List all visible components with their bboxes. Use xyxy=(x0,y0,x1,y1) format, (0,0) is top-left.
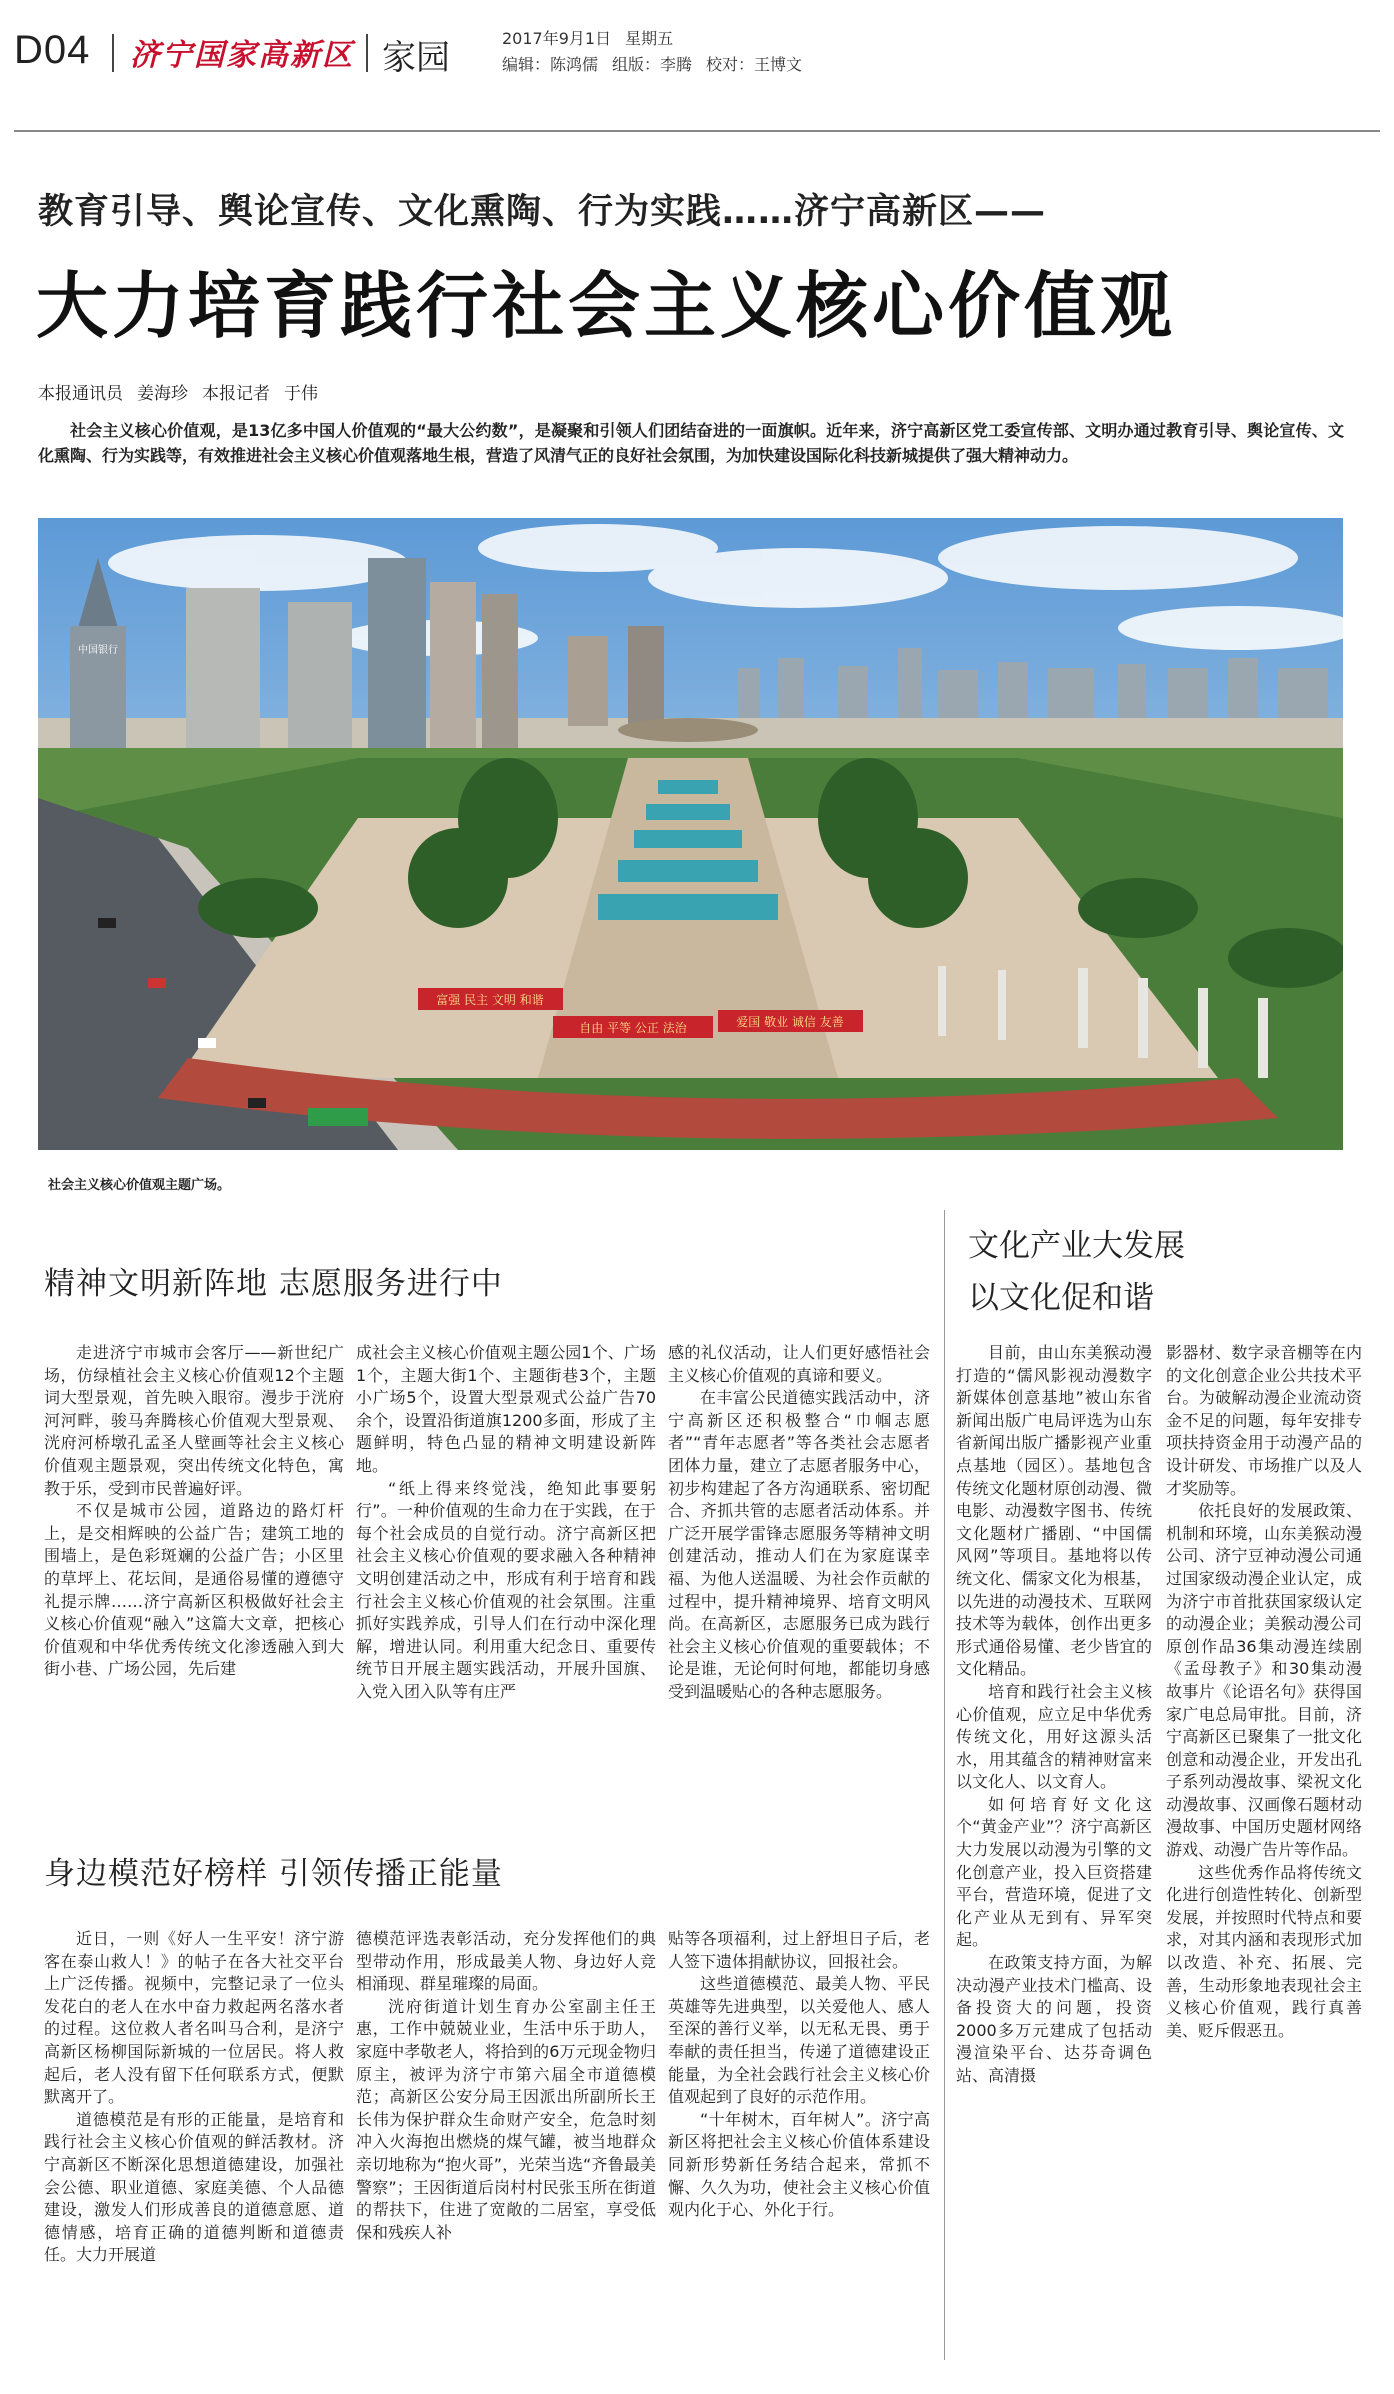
paragraph: 贴等各项福利，过上舒坦日子后，老人签下遗体捐献协议，回报社会。 xyxy=(668,1929,930,1971)
byline-part: 本报记者 xyxy=(202,384,270,404)
paragraph: 这些道德模范、最美人物、平民英雄等先进典型，以关爱他人、感人至深的善行义举，以无私无畏、勇于奉献的责任担当，传递了道德建设正能量，为全社会践行社会主义核心价值观起到了良好的示范作用。 xyxy=(668,1974,930,2107)
paragraph: 德模范评选表彰活动，充分发挥他们的典型带动作用，形成最美人物、身边好人竞相涌现、群星璀璨的局面。 xyxy=(356,1929,656,1994)
paragraph: 在丰富公民道德实践活动中，济宁高新区还积极整合“巾帼志愿者”“青年志愿者”等各类社会志愿者团体力量，建立了志愿者服务中心，初步构建起了各方沟通联系、密切配合、齐抓共管的志愿者活动体系。并广泛开展学雷锋志愿服务等精神文明创建活动，推动人们在为家庭谋幸福、为他人送温暖、为社会作贡献的过程中，提升精神境界、培育文明风尚。在高新区，志愿服务已成为践行社会主义核心价值观的重要载体；不论是谁，无论何时何地，都能切身感受到温暖贴心的各种志愿服务。 xyxy=(668,1388,930,1701)
section1-column-2 xyxy=(356,1342,656,1704)
building-sign: 中国银行 xyxy=(78,645,118,656)
article-lead: 社会主义核心价值观，是13亿多中国人价值观的“最大公约数”，是凝聚和引领人们团结奋进的一面旗帜。近年来，济宁高新区党工委宣传部、文明办通过教育引导、舆论宣传、文化熏陶、行为实践等，有效推进社会主义核心价值观落地生根，营造了风清气正的良好社会氛围，为加快建设国际化科技新城提供了强大精神动力。 xyxy=(38,421,1344,465)
section3-heading xyxy=(968,1220,1185,1324)
square-photo-illustration xyxy=(38,518,1343,1150)
masthead-rule xyxy=(14,130,1380,132)
value-sign: 富强 民主 文明 和谐 xyxy=(436,993,544,1007)
value-sign: 爱国 敬业 诚信 友善 xyxy=(736,1015,844,1029)
proof-credit: 校对：王博文 xyxy=(706,55,803,74)
layout-credit: 组版：李腾 xyxy=(612,55,693,74)
paragraph: 如何培育好文化这个“黄金产业”？济宁高新区大力发展以动漫为引擎的文化创意产业，投入巨资搭建平台，营造环境，促进了文化产业从无到有、异军突起。 xyxy=(956,1794,1152,1950)
masthead-divider xyxy=(366,34,368,72)
section3-column-1 xyxy=(956,1342,1152,2088)
paragraph: “十年树木，百年树人”。济宁高新区将把社会主义核心价值体系建设同新形势新任务结合起来，常抓不懈、久久为功，使社会主义核心价值观内化于心、外化于行。 xyxy=(668,2109,930,2220)
paragraph: “纸上得来终觉浅，绝知此事要躬行”。一种价值观的生命力在于实践，在于每个社会成员的自觉行动。济宁高新区把社会主义核心价值观的要求融入各种精神文明创建活动之中，形成有利于培育和践行社会主义核心价值观的社会氛围。注重抓好实践养成，引导人们在行动中深化理解，增进认同。利用重大纪念日、重要传统节日开展主题实践活动，开展升国旗、入党入团入队等有庄严 xyxy=(356,1478,656,1701)
paragraph: 依托良好的发展政策、机制和环境，山东美猴动漫公司、济宁豆神动漫公司通过国家级动漫企业认定，成为济宁市首批获国家级认定的动漫企业；美猴动漫公司原创作品36集动漫连续剧《孟母教子》和30集动漫故事片《论语名句》获得国家广电总局审批。目前，济宁高新区已聚集了一批文化创意和动漫企业，开发出孔子系列动漫故事、梁祝文化动漫故事、汉画像石题材动漫故事、中国历史题材网络游戏、动漫广告片等作品。 xyxy=(1166,1501,1362,1860)
byline-part: 于伟 xyxy=(284,384,318,404)
issue-meta xyxy=(502,26,802,78)
section-name: 家园 xyxy=(382,38,450,78)
editor-credit: 编辑：陈鸿儒 xyxy=(502,55,599,74)
byline-part: 姜海珍 xyxy=(137,384,188,404)
column-divider xyxy=(944,1210,945,2360)
value-sign: 自由 平等 公正 法治 xyxy=(579,1021,687,1035)
newspaper-brand: 济宁国家高新区 xyxy=(130,38,354,73)
paragraph: 走进济宁市城市会客厅——新世纪广场，仿绿植社会主义核心价值观12个主题词大型景观，首先映入眼帘。漫步于洸府河河畔，骏马奔腾核心价值观大型景观、洸府河桥墩孔孟圣人壁画等社会主义核心价值观主题景观，突出传统文化特色，寓教于乐，受到市民普遍好评。 xyxy=(44,1343,344,1498)
section1-column-3 xyxy=(668,1342,930,1704)
masthead-divider xyxy=(112,34,114,72)
paragraph: 不仅是城市公园，道路边的路灯杆上，是交相辉映的公益广告；建筑工地的围墙上，是色彩斑斓的公益广告；小区里的草坪上、花坛间，是通俗易懂的遵德守礼提示牌……济宁高新区积极做好社会主义核心价值观“融入”这篇大文章，把核心价值观和中华优秀传统文化渗透融入到大街小巷、广场公园，先后建 xyxy=(44,1501,344,1679)
section3-column-2 xyxy=(1166,1342,1362,2042)
page-number: D04 xyxy=(14,28,91,72)
section3-heading-line: 以文化促和谐 xyxy=(968,1280,1154,1316)
masthead xyxy=(14,18,1384,128)
paragraph: 影器材、数字录音棚等在内的文化创意企业公共技术平台。为破解动漫企业流动资金不足的问题，每年安排专项扶持资金用于动漫产品的设计研发、市场推广以及人才奖励等。 xyxy=(1166,1343,1362,1498)
paragraph: 培育和践行社会主义核心价值观，应立足中华优秀传统文化，用好这源头活水，用其蕴含的精神财富来以文化人、以文育人。 xyxy=(956,1681,1152,1792)
article-headline: 大力培育践行社会主义核心价值观 xyxy=(36,264,1177,348)
issue-date: 2017年9月1日 xyxy=(502,29,612,48)
photo-caption: 社会主义核心价值观主题广场。 xyxy=(48,1178,231,1193)
paragraph: 道德模范是有形的正能量，是培育和践行社会主义核心价值观的鲜活教材。济宁高新区不断深化思想道德建设，加强社会公德、职业道德、家庭美德、个人品德建设，激发人们形成善良的道德意愿、道德情感，培育正确的道德判断和道德责任。大力开展道 xyxy=(44,2109,344,2265)
section2-column-3 xyxy=(668,1928,930,2222)
paragraph: 感的礼仪活动，让人们更好感悟社会主义核心价值观的真谛和要义。 xyxy=(668,1343,930,1385)
section2-column-2 xyxy=(356,1928,656,2244)
article-kicker: 教育引导、舆论宣传、文化熏陶、行为实践……济宁高新区—— xyxy=(38,192,1047,232)
issue-weekday: 星期五 xyxy=(625,29,674,48)
section1-heading: 精神文明新阵地 志愿服务进行中 xyxy=(44,1266,503,1302)
byline xyxy=(38,379,318,404)
paragraph: 成社会主义核心价值观主题公园1个、广场1个，主题大街1个、主题街巷3个，主题小广场5个，设置大型景观式公益广告70余个，设置沿街道旗1200多面，形成了主题鲜明，特色凸显的精神文明建设新阵地。 xyxy=(356,1343,656,1475)
paragraph: 目前，由山东美猴动漫打造的“儒风影视动漫数字新媒体创意基地”被山东省新闻出版广电局评选为山东省新闻出版广播影视产业重点基地（园区）。基地包含传统文化题材原创动漫、微电影、动漫数字图书、传统文化题材广播剧、“中国儒风网”等项目。基地将以传统文化、儒家文化为根基，以先进的动漫技术、互联网技术等为载体，创作出更多形式通俗易懂、老少皆宜的文化精品。 xyxy=(956,1343,1152,1679)
paragraph: 在政策支持方面，为解决动漫产业技术门槛高、设备投资大的问题，投资2000多万元建成了包括动漫渲染平台、达芬奇调色站、高清摄 xyxy=(956,1953,1152,2085)
paragraph: 这些优秀作品将传统文化进行创造性转化、创新型发展，并按照时代特点和要求，对其内涵和表现形式加以改造、补充、拓展、完善，生动形象地表现社会主义核心价值观，践行真善美、贬斥假恶丑。 xyxy=(1166,1862,1362,2040)
section1-column-1 xyxy=(44,1342,344,1681)
section3-heading-line: 文化产业大发展 xyxy=(968,1228,1185,1264)
square-photo xyxy=(38,518,1343,1150)
section2-column-1 xyxy=(44,1928,344,2267)
paragraph: 近日，一则《好人一生平安！济宁游客在泰山救人！》的帖子在各大社交平台上广泛传播。视频中，完整记录了一位头发花白的老人在水中奋力救起两名落水者的过程。这位救人者名叫马合利，是济宁高新区杨柳国际新城的一位居民。将人救起后，老人没有留下任何联系方式，便默默离开了。 xyxy=(44,1929,344,2107)
byline-part: 本报通讯员 xyxy=(38,384,123,404)
paragraph: 洸府街道计划生育办公室副主任王惠，工作中兢兢业业，生活中乐于助人，家庭中孝敬老人，将拾到的6万元现金物归原主，被评为济宁市第六届全市道德模范；高新区公安分局王因派出所副所长王长伟为保护群众生命财产安全，危急时刻冲入火海抱出燃烧的煤气罐，被当地群众亲切地称为“抱火哥”，光荣当选“齐鲁最美警察”；王因街道后岗村村民张玉所在街道的帮扶下，住进了宽敞的二居室，享受低保和残疾人补 xyxy=(356,1996,656,2242)
section2-heading: 身边模范好榜样 引领传播正能量 xyxy=(44,1856,503,1892)
